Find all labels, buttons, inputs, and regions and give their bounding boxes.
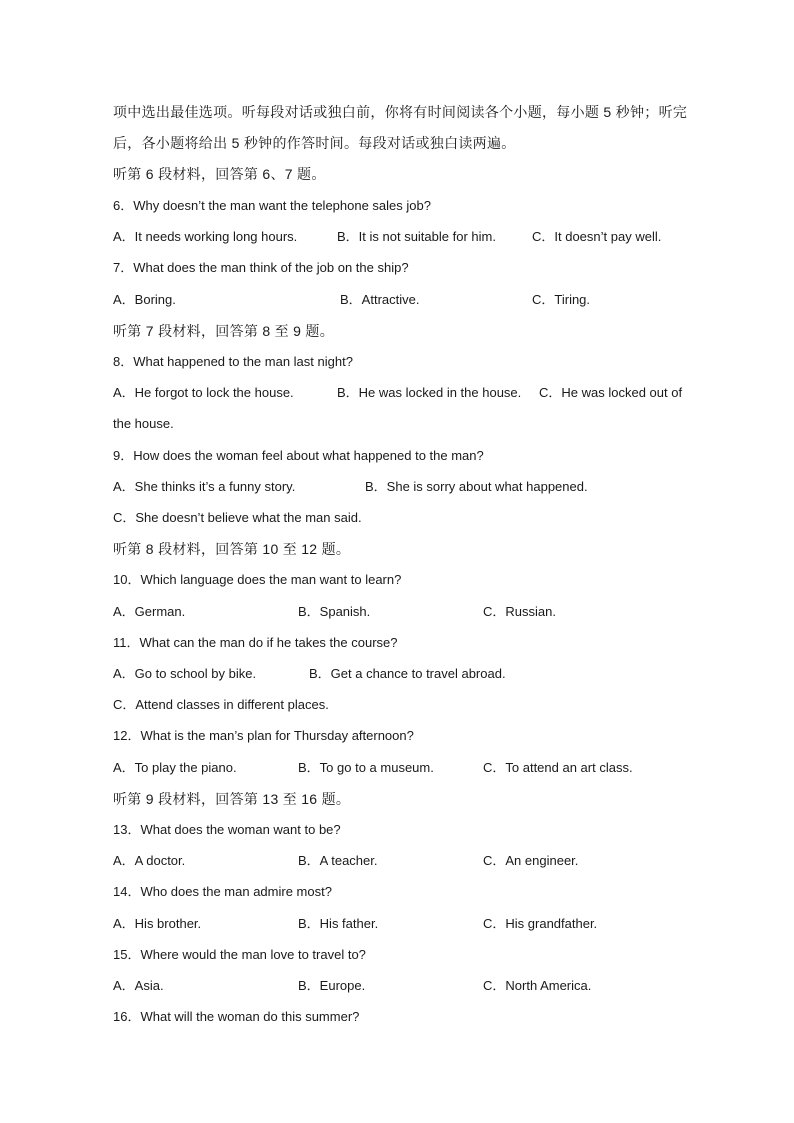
question-13-option-a: A．A doctor. <box>113 853 186 868</box>
question-7-option-a: A．Boring. <box>113 292 176 307</box>
question-9-option-c: C．She doesn’t believe what the man said. <box>113 510 362 525</box>
question-14-option-c: C．His grandfather. <box>483 916 598 931</box>
question-15-stem: 15．Where would the man love to travel to? <box>113 947 366 962</box>
question-6-option-a: A．It needs working long hours. <box>113 229 298 244</box>
question-12-option-c: C．To attend an art class. <box>483 760 633 775</box>
question-7-option-c: C．Tiring. <box>532 292 591 307</box>
question-12-option-a: A．To play the piano. <box>113 760 237 775</box>
question-10-option-c: C．Russian. <box>483 604 556 619</box>
question-16-stem: 16．What will the woman do this summer? <box>113 1009 360 1024</box>
question-8-option-c-continued: the house. <box>113 416 174 431</box>
question-15-option-a: A．Asia. <box>113 978 164 993</box>
question-11-stem: 11．What can the man do if he takes the course? <box>113 635 398 650</box>
question-11-option-b: B．Get a chance to travel abroad. <box>309 666 506 681</box>
question-6-option-b: B．It is not suitable for him. <box>337 229 496 244</box>
question-14-stem: 14．Who does the man admire most? <box>113 884 332 899</box>
question-7-option-b: B．Attractive. <box>340 292 420 307</box>
question-6-stem: 6．Why doesn’t the man want the telephone sales job? <box>113 198 431 213</box>
question-12-option-b: B．To go to a museum. <box>298 760 434 775</box>
question-14-option-a: A．His brother. <box>113 916 202 931</box>
intro-line-1: 项中选出最佳选项。听每段对话或独白前，你将有时间阅读各个小题，每小题 5 秒钟；听完 <box>113 104 688 120</box>
question-10-option-b: B．Spanish. <box>298 604 371 619</box>
question-13-option-c: C．An engineer. <box>483 853 579 868</box>
section-heading-6: 听第 6 段材料，回答第 6、7 题。 <box>113 166 326 182</box>
question-8-option-b: B．He was locked in the house. <box>337 385 522 400</box>
question-7-stem: 7．What does the man think of the job on the ship? <box>113 260 409 275</box>
section-heading-8: 听第 8 段材料，回答第 10 至 12 题。 <box>113 541 351 557</box>
section-heading-7: 听第 7 段材料，回答第 8 至 9 题。 <box>113 323 334 339</box>
question-11-option-c: C．Attend classes in different places. <box>113 697 329 712</box>
question-10-option-a: A．German. <box>113 604 186 619</box>
question-14-option-b: B．His father. <box>298 916 379 931</box>
question-8-option-c: C．He was locked out of <box>539 385 683 400</box>
question-11-option-a: A．Go to school by bike. <box>113 666 257 681</box>
question-9-option-b: B．She is sorry about what happened. <box>365 479 588 494</box>
question-13-option-b: B．A teacher. <box>298 853 378 868</box>
question-6-option-c: C．It doesn’t pay well. <box>532 229 662 244</box>
question-9-stem: 9．How does the woman feel about what happened to the man? <box>113 448 484 463</box>
section-heading-9: 听第 9 段材料，回答第 13 至 16 题。 <box>113 791 351 807</box>
question-13-stem: 13．What does the woman want to be? <box>113 822 341 837</box>
question-12-stem: 12．What is the man’s plan for Thursday afternoon? <box>113 728 414 743</box>
question-10-stem: 10．Which language does the man want to learn? <box>113 572 402 587</box>
question-8-stem: 8．What happened to the man last night? <box>113 354 353 369</box>
question-8-option-a: A．He forgot to lock the house. <box>113 385 294 400</box>
intro-line-2: 后，各小题将给出 5 秒钟的作答时间。每段对话或独白读两遍。 <box>113 135 516 151</box>
question-15-option-b: B．Europe. <box>298 978 366 993</box>
question-9-option-a: A．She thinks it’s a funny story. <box>113 479 296 494</box>
question-15-option-c: C．North America. <box>483 978 592 993</box>
